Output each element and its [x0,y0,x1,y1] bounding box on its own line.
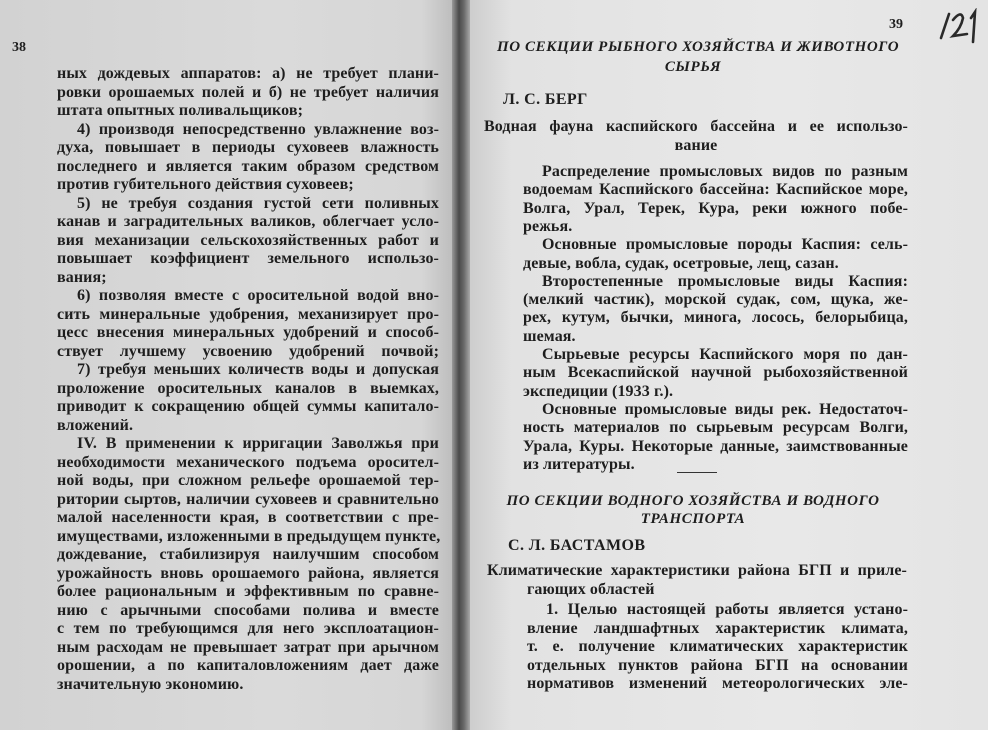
text-line: нию с арычными способами полива и вместе [57,601,439,619]
text-line: 1. Целью настоящей работы является устано- [546,601,908,618]
text-line: 6) позволяя вместе с оросительной водой вно- [77,287,439,304]
text-line: рех, кутум, бычки, минога, лосось, белорыбица, [523,309,908,327]
text-line: урожайность вновь орошаемого района, является [57,564,439,582]
article-title: Климатические характеристики района БГП и приле- [487,562,907,579]
text-line: ствует лучшему усвоению удобрений почвой; [57,342,439,360]
text-line: Основные промысловые виды рек. Недостаточ- [542,400,908,418]
text-line: приводит к сокращению общей суммы капитало- [57,398,439,415]
book-gutter [452,0,472,730]
text-line: более рациональным и эффективным по сравне- [57,583,439,600]
handwritten-page-mark [935,8,988,48]
page-number: 39 [889,17,903,32]
text-line: 4) производя непосредственно увлажнение воз- [77,120,439,138]
article-title: вание [674,137,718,154]
text-line: необходимости механического подъема оросител- [57,453,439,471]
article-title: Водная фауна каспийского бассейна и ее использо- [484,118,908,135]
text-line: из литературы. [523,455,635,473]
text-line: водоемам Каспийского бассейна: Каспийское море, [523,181,908,199]
text-line: малой населенности края, в соответствии с пре- [57,509,439,526]
text-line: ным Всекаспийской научной рыбохозяйственной [523,364,908,382]
text-line: отдельных пунктов района БГП на основании [527,656,908,674]
text-line: нормативов изменений метеорологических эле- [527,675,908,693]
text-line: Волга, Урал, Терек, Кура, реки южного побе- [523,199,908,217]
text-line: ным расходам не превышает затрат при арычном [57,638,439,656]
text-line: ной воды, при сложном рельефе орошаемой тер- [57,472,439,489]
article-author: Л. С. БЕРГ [503,91,588,108]
text-line: экспедиции (1933 г.). [523,382,674,400]
text-line: ных дождевых аппаратов: а) не требует плани- [57,65,439,82]
text-line: цесс внесения минеральных удобрений и способ- [57,324,439,341]
text-line: Основные промысловые породы Каспия: сель- [542,236,908,254]
section-heading: ПО СЕКЦИИ РЫБНОГО ХОЗЯЙСТВА И ЖИВОТНОГО [497,39,900,55]
text-line: вление ландшафтных характеристик климата, [527,619,908,637]
text-line: дождевание, стабилизируя наилучшим способом [57,546,439,563]
text-line: проложение оросительных каналов в выемках, [57,379,439,397]
section-heading: СЫРЬЯ [664,59,722,75]
page-number: 38 [12,40,26,55]
text-line: т. е. получение климатических характеристик [527,638,908,656]
section-heading: ПО СЕКЦИИ ВОДНОГО ХОЗЯЙСТВА И ВОДНОГО [506,493,880,509]
text-line: (мелкий частик), морской судак, сом, щука, же- [523,291,908,309]
text-line: повышает коэффициент земельного использо- [57,250,439,267]
text-line: с тем по требующимся для него эксплоатацион- [57,620,439,637]
text-line: Распределение промысловых видов по разным [542,163,908,180]
text-line: шемая. [523,327,576,345]
text-line: духа, повышает в периоды суховеев влажность [57,139,439,156]
text-line: последнего и является таким образом средством [57,157,439,175]
text-line: значительную экономию. [57,675,244,693]
text-line: вия механизации сельскохозяйственных работ и [57,231,439,249]
text-line: 7) требуя меньших количеств воды и допуская [77,361,439,378]
text-line: вложений. [57,416,134,434]
text-line: Второстепенные промысловые виды Каспия: [542,272,908,290]
left-page [0,0,458,730]
text-line: ровки орошаемых полей и б) не требует наличия [57,83,439,101]
text-line: режья. [523,217,573,235]
text-line: вания; [57,268,107,286]
text-line: ность материалов по сырьевым ресурсам Волги, [523,419,908,437]
text-line: IV. В применении к ирригации Заволжья при [77,435,439,452]
article-author: С. Л. БАСТАМОВ [508,537,646,554]
text-line: ритории сыртов, наличии суховеев и сравнительно [57,490,439,508]
text-line: сить минеральные удобрения, механизирует про- [57,305,439,323]
text-line: штата опытных поливальщиков; [57,102,304,119]
text-line: канав и заградительных валиков, облегчает усло- [57,213,439,230]
text-line: Урала, Куры. Некоторые данные, заимствованные [523,437,908,455]
text-line: девые, вобла, судак, осетровые, лещ, сазан. [523,254,839,272]
text-line: Сырьевые ресурсы Каспийского моря по дан- [542,346,908,363]
section-heading: ТРАНСПОРТА [640,511,746,527]
article-title: гающих областей [527,581,655,598]
text-line: имуществами, изложенными в предыдущем пункте, [57,527,441,545]
text-line: орошении, а по капиталовложениям дает даже [57,657,439,674]
text-line: против губительного действия суховеев; [57,176,354,193]
section-divider [677,472,717,473]
text-line: 5) не требуя создания густой сети поливных [77,194,439,212]
